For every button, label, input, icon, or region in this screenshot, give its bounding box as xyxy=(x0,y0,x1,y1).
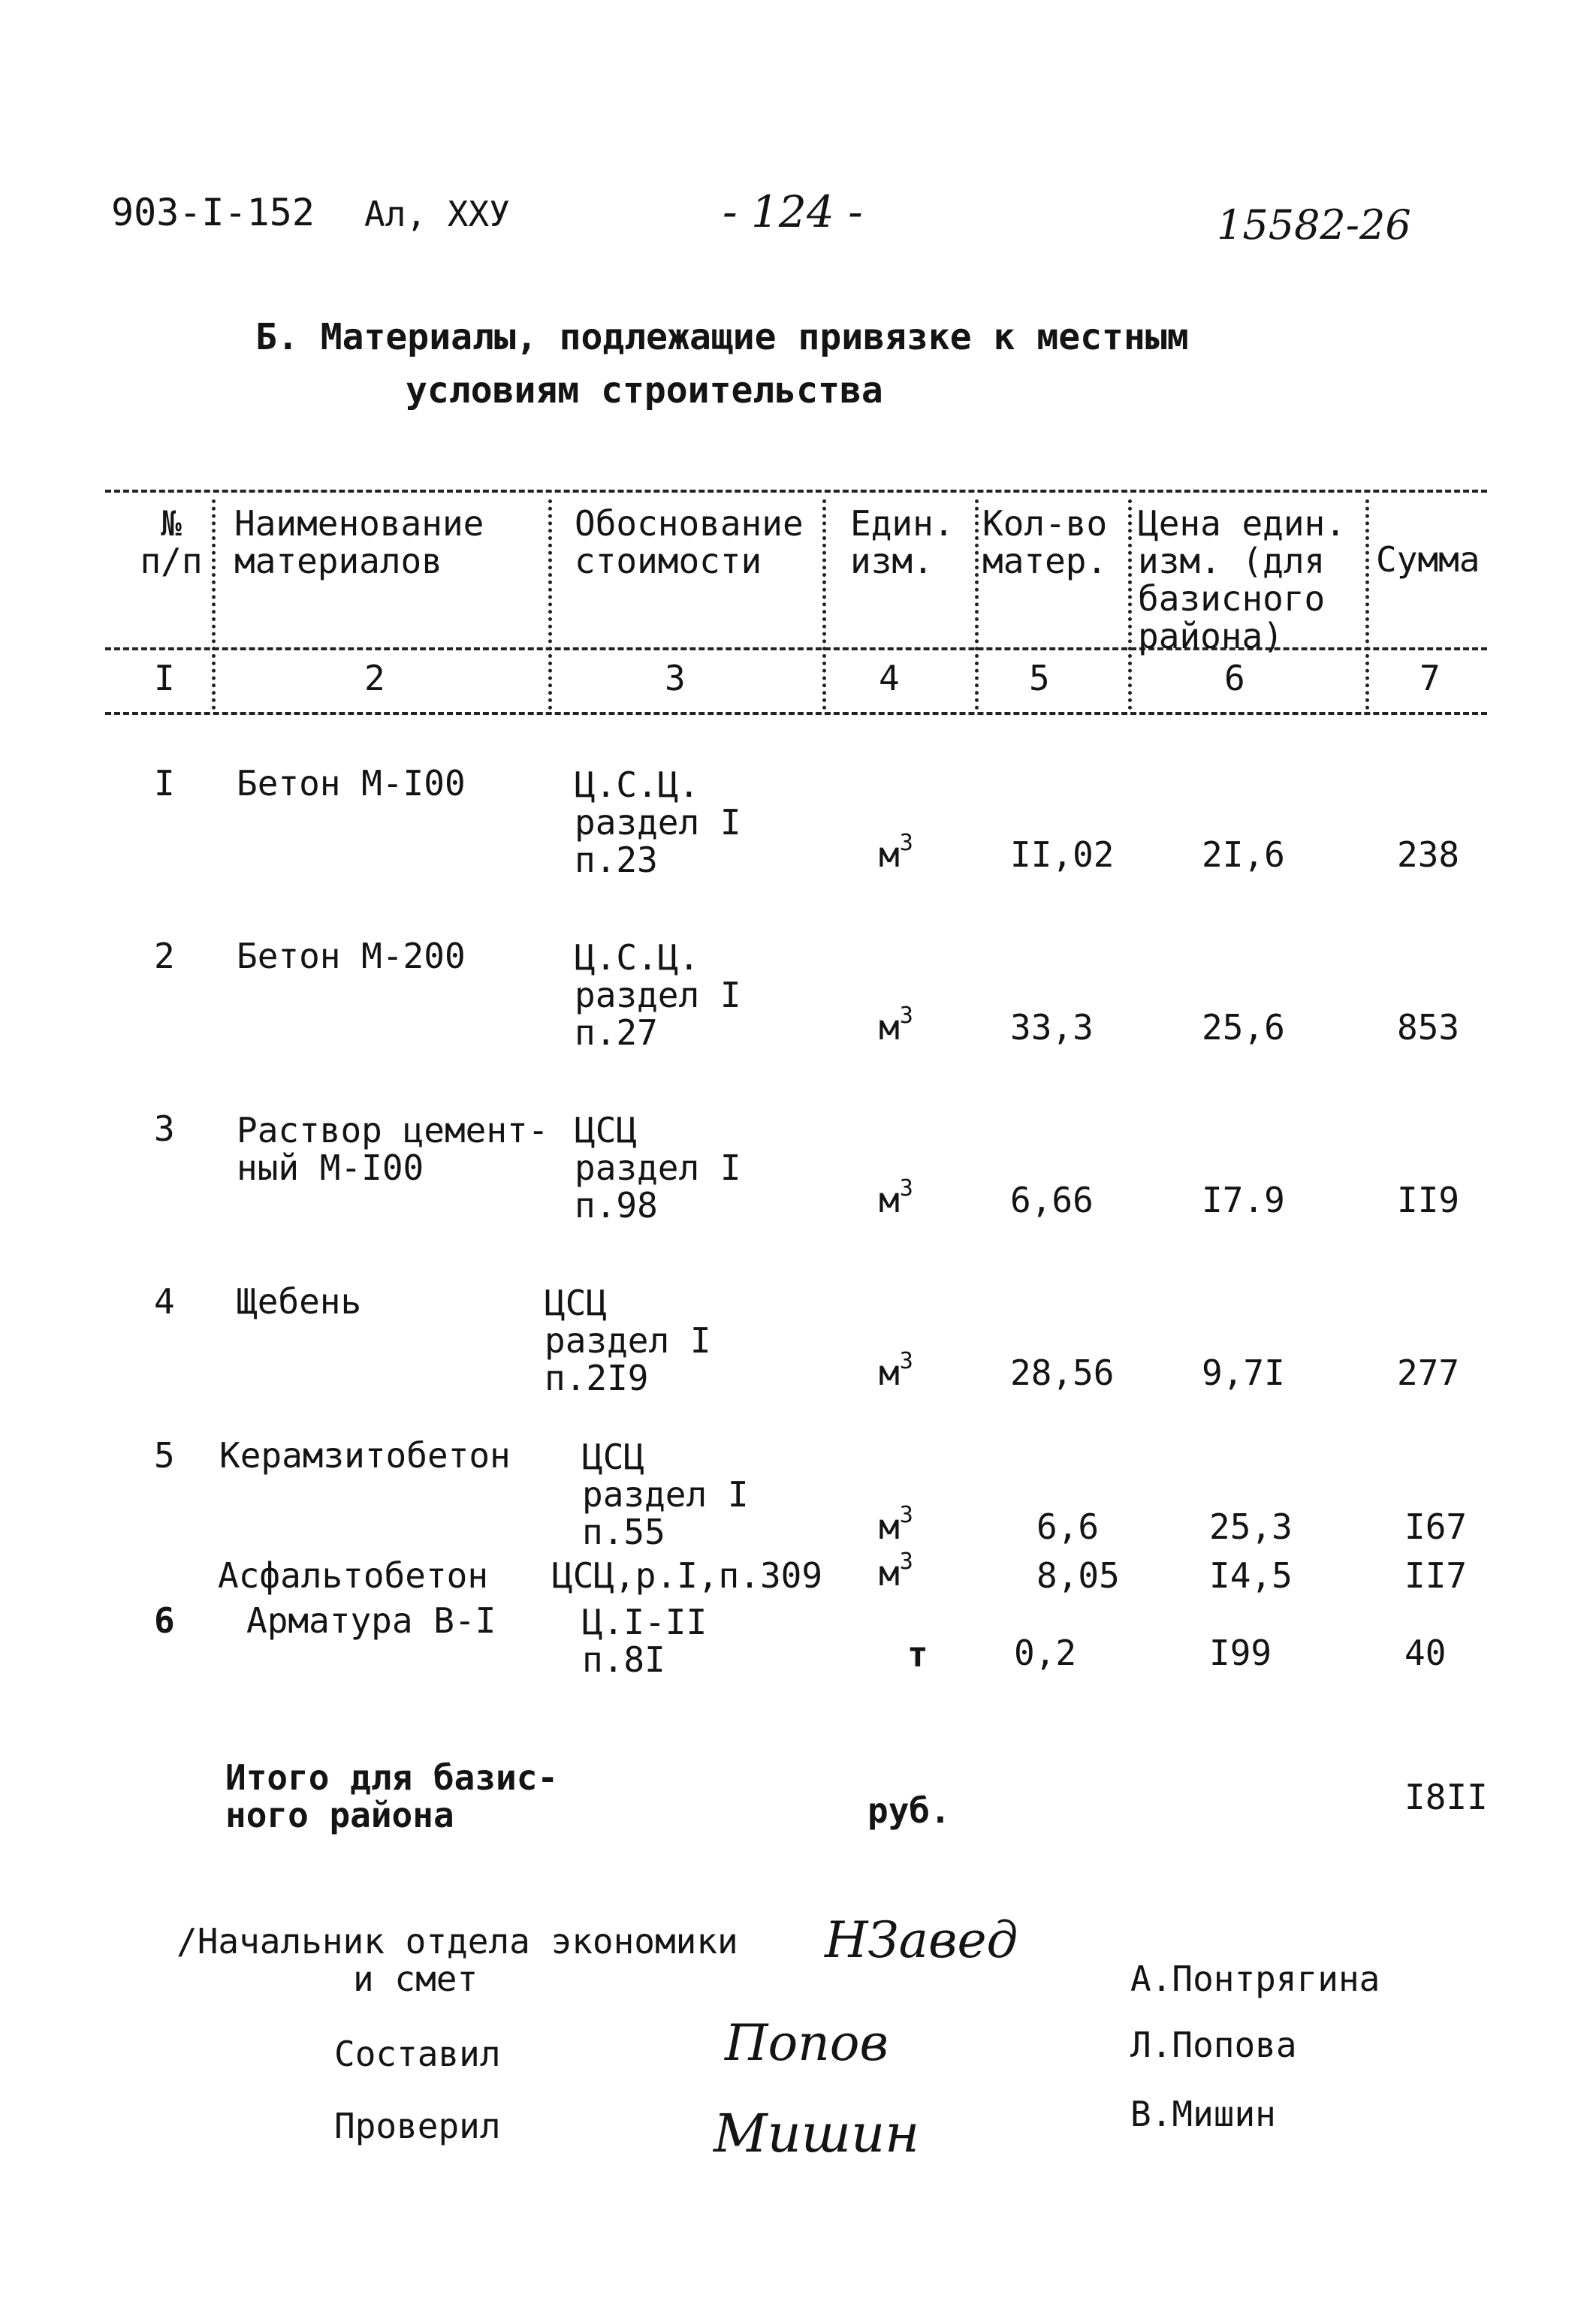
page-number: - 124 - xyxy=(723,186,863,237)
col-separator-3 xyxy=(822,499,826,710)
unit-price: 25,6 xyxy=(1202,1007,1285,1048)
header-qty: Кол-во матер. xyxy=(982,503,1108,581)
unit: $м^3$ xyxy=(879,1175,913,1220)
cost-basis: Ц.С.Ц. раздел I п.27 xyxy=(575,937,741,1053)
cost-basis: ЦСЦ раздел I п.2I9 xyxy=(545,1283,711,1398)
cost-basis: ЦСЦ раздел I п.55 xyxy=(582,1437,749,1552)
material-name: Арматура В-I xyxy=(246,1600,496,1641)
row-number: 6 xyxy=(154,1600,175,1641)
col-separator-1 xyxy=(212,499,216,710)
quantity: 33,3 xyxy=(1010,1007,1094,1048)
unit: $м^3$ xyxy=(879,1549,913,1594)
unit-price: 9,7I xyxy=(1202,1353,1285,1393)
unit-price: I99 xyxy=(1209,1633,1272,1673)
cost-basis: ЦСЦ раздел I п.98 xyxy=(575,1110,741,1226)
material-name: Асфальтобетон xyxy=(218,1555,489,1596)
signature-role-compiled: Составил xyxy=(334,2034,501,2074)
unit: $м^3$ xyxy=(879,1348,913,1393)
unit-price: I7.9 xyxy=(1202,1180,1285,1220)
section-heading-line2: условиям строительства xyxy=(406,369,883,412)
col-separator-5 xyxy=(1128,499,1132,710)
unit-price: I4,5 xyxy=(1209,1555,1293,1596)
quantity: 8,05 xyxy=(1036,1555,1120,1596)
cost-basis: Ц.I-II п.8I xyxy=(582,1602,707,1680)
row-number: 4 xyxy=(154,1281,175,1322)
unit: $м^3$ xyxy=(879,1502,913,1547)
signature-compiled: Попов xyxy=(725,2014,889,2072)
unit: $м^3$ xyxy=(879,1003,913,1048)
signatory-name-head: А.Понтрягина xyxy=(1130,1959,1380,1999)
quantity: 28,56 xyxy=(1010,1353,1115,1393)
doc-code: 903-I-152 xyxy=(111,191,315,234)
signature-role-head: /Начальник отдела экономики и смет xyxy=(176,1921,738,1999)
row-number: 5 xyxy=(154,1435,175,1476)
signature-checked: Мишин xyxy=(714,2103,920,2164)
col-number-3: 3 xyxy=(665,658,686,698)
material-name: Бетон М-200 xyxy=(237,936,466,976)
row-sum: 853 xyxy=(1397,1007,1460,1048)
row-number: I xyxy=(154,763,175,804)
total-label: Итого для базис- ного района xyxy=(225,1757,559,1835)
header-name: Наименование материалов xyxy=(234,503,484,581)
total-unit: руб. xyxy=(867,1790,951,1831)
quantity: 0,2 xyxy=(1014,1633,1077,1673)
col-separator-6 xyxy=(1365,499,1369,710)
col-number-2: 2 xyxy=(364,658,385,698)
header-sum: Сумма xyxy=(1376,539,1480,580)
row-number: 2 xyxy=(154,936,175,976)
col-separator-2 xyxy=(548,499,552,710)
inventory-number: 15582-26 xyxy=(1217,201,1411,249)
row-sum: 40 xyxy=(1404,1633,1447,1673)
unit-price: 25,3 xyxy=(1209,1506,1293,1547)
row-sum: 238 xyxy=(1397,834,1460,875)
header-num: № п/п xyxy=(140,503,203,581)
col-number-1: I xyxy=(154,658,175,698)
table-top-rule xyxy=(105,490,1487,493)
row-sum: 277 xyxy=(1397,1353,1460,1393)
quantity: 6,6 xyxy=(1036,1506,1100,1547)
material-name: Раствор цемент- ный М-I00 xyxy=(237,1110,549,1188)
material-name: Керамзитобетон xyxy=(219,1435,511,1476)
col-number-7: 7 xyxy=(1420,658,1441,698)
material-name: Бетон М-I00 xyxy=(237,763,466,804)
cost-basis: ЦСЦ,р.I,п.309 xyxy=(552,1555,823,1596)
col-number-4: 4 xyxy=(879,658,900,698)
row-sum: II9 xyxy=(1397,1180,1460,1220)
row-number: 3 xyxy=(154,1108,175,1149)
col-number-5: 5 xyxy=(1029,658,1050,698)
signature-role-checked: Проверил xyxy=(334,2106,501,2146)
header-price: Цена един. изм. (для базисного района) xyxy=(1138,503,1346,656)
section-heading-line1: Б. Материалы, подлежащие привязке к местным xyxy=(255,316,1189,358)
quantity: 6,66 xyxy=(1010,1180,1094,1220)
unit: $м^3$ xyxy=(879,830,913,875)
row-sum: I67 xyxy=(1404,1506,1468,1547)
signatory-name-checked: В.Мишин xyxy=(1130,2094,1276,2134)
unit-price: 2I,6 xyxy=(1202,834,1285,875)
header-basis: Обоснование стоимости xyxy=(575,503,804,581)
col-number-6: 6 xyxy=(1224,658,1245,698)
header-unit: Един. изм. xyxy=(850,503,955,581)
signature-head: НЗавед xyxy=(825,1911,1018,1969)
total-value: I8II xyxy=(1404,1777,1488,1817)
row-sum: II7 xyxy=(1404,1555,1468,1596)
material-name: Щебень xyxy=(237,1281,362,1322)
quantity: II,02 xyxy=(1010,834,1115,875)
unit: т xyxy=(907,1634,928,1675)
table-numbers-rule xyxy=(105,712,1487,715)
cost-basis: Ц.С.Ц. раздел I п.23 xyxy=(575,764,741,880)
col-separator-4 xyxy=(975,499,979,710)
album-number: Ал, ХХУ xyxy=(364,194,510,234)
signatory-name-compiled: Л.Попова xyxy=(1130,2025,1297,2065)
